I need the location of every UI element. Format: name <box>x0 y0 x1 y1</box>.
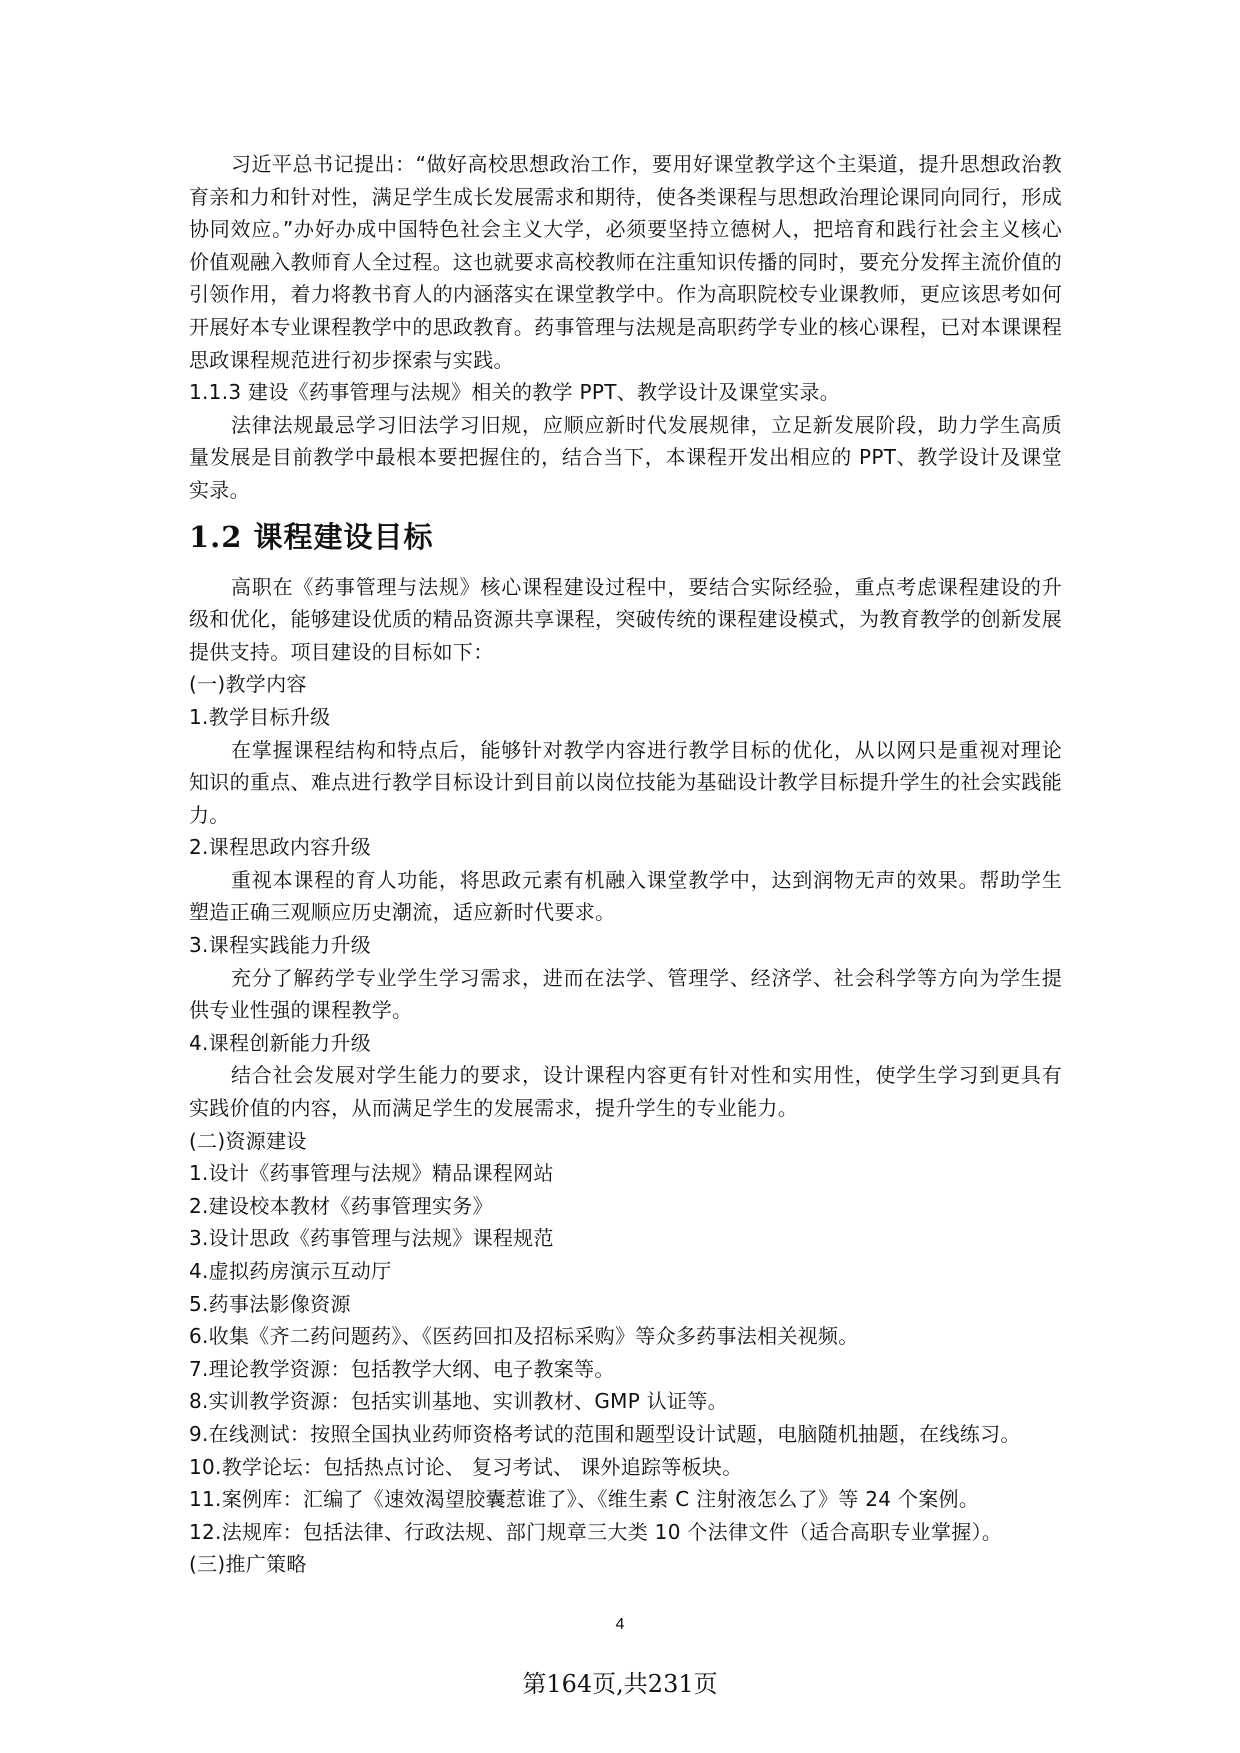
subsection-title: (一)教学内容 <box>189 672 307 697</box>
paragraph: 充分了解药学专业学生学习需求，进而在法学、管理学、经济学、社会科学等方向为学生提供专业性强的课程教学。 <box>189 965 1062 1023</box>
subsection-title: (三)推广策略 <box>189 1552 307 1577</box>
subsection-title: (二)资源建设 <box>189 1128 307 1153</box>
document-body <box>189 148 1062 1581</box>
list-item: 2.建设校本教材《药事管理实务》 <box>189 1193 493 1218</box>
list-item: 11.案例库：汇编了《速效渴望胶囊惹谁了》、《维生素 C 注射液怎么了》等 24 个案例。 <box>189 1487 980 1512</box>
list-item: 3.课程实践能力升级 <box>189 933 372 958</box>
list-item: 4.课程创新能力升级 <box>189 1030 372 1055</box>
list-item: 5.药事法影像资源 <box>189 1291 351 1316</box>
list-item: 10.教学论坛：包括热点讨论、 复习考试、 课外追踪等板块。 <box>189 1454 743 1479</box>
paragraph: 结合社会发展对学生能力的要求，设计课程内容更有针对性和实用性，使学生学习到更具有实践价值的内容，从而满足学生的发展需求，提升学生的专业能力。 <box>189 1063 1062 1121</box>
list-item: 1.教学目标升级 <box>189 704 331 729</box>
page-footer: 第164页,共231页 <box>522 1670 718 1698</box>
list-item: 3.设计思政《药事管理与法规》课程规范 <box>189 1226 554 1251</box>
paragraph: 高职在《药事管理与法规》核心课程建设过程中，要结合实际经验，重点考虑课程建设的升级和优化，能够建设优质的精品资源共享课程，突破传统的课程建设模式，为教育教学的创新发展提供支持。项目建设的目标如下： <box>189 574 1062 664</box>
list-item: 9.在线测试：按照全国执业药师资格考试的范围和题型设计试题，电脑随机抽题，在线练习。 <box>189 1421 1021 1446</box>
list-item: 4.虚拟药房演示互动厅 <box>189 1259 392 1283</box>
page-number: 4 <box>615 1616 625 1633</box>
section-heading: 1.2 课程建设目标 <box>189 519 434 554</box>
list-item: 8.实训教学资源：包括实训基地、实训教材、GMP 认证等。 <box>189 1389 728 1414</box>
list-item: 2.课程思政内容升级 <box>189 835 372 860</box>
list-item: 12.法规库：包括法律、行政法规、部门规章三大类 10 个法律文件（适合高职专业掌握）。 <box>189 1519 1003 1544</box>
list-item: 1.设计《药事管理与法规》精品课程网站 <box>189 1161 554 1186</box>
list-item: 7.理论教学资源：包括教学大纲、电子教案等。 <box>189 1356 615 1381</box>
paragraph: 1.1.3 建设《药事管理与法规》相关的教学 PPT、教学设计及课堂实录。 <box>189 380 841 405</box>
paragraph: 习近平总书记提出：“做好高校思想政治工作，要用好课堂教学这个主渠道，提升思想政治教育亲和力和针对性，满足学生成长发展需求和期待，使各类课程与思想政治理论课同向同行，形成协同效应。”办好办成中国特色社会主义大学，必须要坚持立德树人，把培育和践行社会主义核心价值观融入教师育人全过程。这也就要求高校教师在注重知识传播的同时，要充分发挥主流价值的引领作用，着力将教书育人的内涵落实在课堂教学中。作为高职院校专业课教师，更应该思考如何开展好本专业课程教学中的思政教育。药事管理与法规是高职药学专业的核心课程，已对本课课程思政课程规范进行初步探索与实践。 <box>189 152 1062 372</box>
paragraph: 法律法规最忌学习旧法学习旧规，应顺应新时代发展规律，立足新发展阶段，助力学生高质量发展是目前教学中最根本要把握住的，结合当下，本课程开发出相应的 PPT、教学设计及课堂实录。 <box>189 412 1062 502</box>
list-item: 6.收集《齐二药问题药》、《医药回扣及招标采购》等众多药事法相关视频。 <box>189 1324 859 1349</box>
paragraph: 重视本课程的育人功能，将思政元素有机融入课堂教学中，达到润物无声的效果。帮助学生塑造正确三观顺应历史潮流，适应新时代要求。 <box>189 867 1062 925</box>
paragraph: 在掌握课程结构和特点后，能够针对教学内容进行教学目标的优化，从以网只是重视对理论知识的重点、难点进行教学目标设计到目前以岗位技能为基础设计教学目标提升学生的社会实践能力。 <box>189 737 1062 827</box>
